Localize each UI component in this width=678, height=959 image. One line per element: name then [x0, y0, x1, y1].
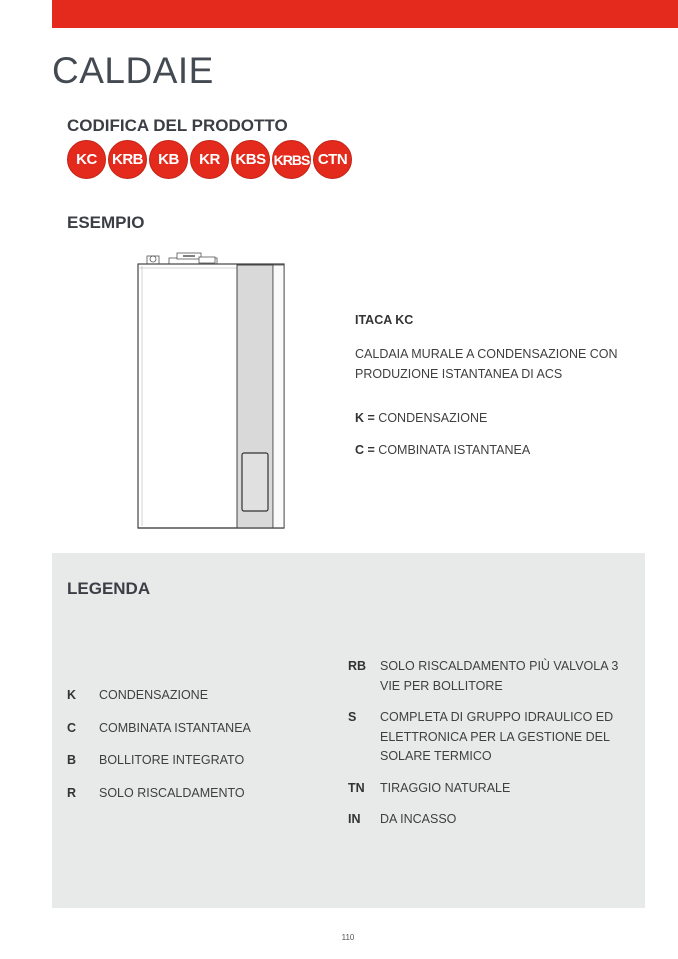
code-badge-kc: KC [67, 140, 106, 179]
legend-value: CONDENSAZIONE [99, 688, 209, 702]
code-badge-krbs: KRBS [272, 140, 311, 179]
example-code-line [355, 408, 645, 428]
product-code-list [67, 140, 352, 179]
legend-value: SOLO RISCALDAMENTO PIÙ VALVOLA 3 VIE PER BOLLITORE [380, 659, 619, 693]
legend-key: TN [348, 780, 365, 795]
legend-item [348, 810, 638, 830]
code-badge-ctn: CTN [313, 140, 352, 179]
legend-item [67, 686, 251, 706]
example-code-value: CONDENSAZIONE [378, 411, 488, 425]
example-heading: ESEMPIO [67, 213, 145, 232]
legend-key: R [67, 785, 77, 800]
legend-right-column [348, 657, 638, 842]
example-code-line [355, 440, 645, 460]
legend-title: LEGENDA [67, 579, 151, 598]
legend-key: RB [348, 659, 367, 673]
legend-item [67, 719, 251, 739]
page-number: 110 [341, 933, 355, 942]
code-badge-kb: KB [149, 140, 188, 179]
product-coding-heading: CODIFICA DEL PRODOTTO [67, 116, 288, 135]
code-badge-kbs: KBS [231, 140, 270, 179]
legend-value: COMPLETA DI GRUPPO IDRAULICO ED ELETTRONICA PER LA GESTIONE DEL SOLARE TERMICO [380, 710, 614, 763]
code-badge-kr: KR [190, 140, 229, 179]
legend-left-column [67, 686, 251, 816]
legend-key: S [348, 710, 357, 724]
legend-item [348, 657, 638, 696]
example-model-description: CALDAIA MURALE A CONDENSAZIONE CON PRODUZIONE ISTANTANEA DI ACS [355, 347, 618, 381]
legend-item [348, 708, 638, 767]
boiler-illustration [133, 252, 293, 534]
legend-item [67, 751, 251, 771]
legend-key: C [67, 720, 77, 735]
legend-value: TIRAGGIO NATURALE [380, 780, 511, 795]
legend-key: B [67, 753, 77, 767]
legend-value: SOLO RISCALDAMENTO [99, 785, 245, 800]
legend-key: IN [348, 812, 361, 826]
example-code-value: COMBINATA ISTANTANEA [378, 443, 531, 457]
top-accent-bar [52, 0, 678, 28]
legend-key: K [67, 688, 77, 702]
legend-value: COMBINATA ISTANTANEA [99, 720, 251, 735]
legend-value: DA INCASSO [380, 812, 457, 826]
example-code-key: K = [355, 411, 375, 425]
legend-value: BOLLITORE INTEGRATO [99, 753, 245, 767]
page-title: CALDAIE [52, 50, 214, 91]
example-code-key: C = [355, 443, 375, 457]
legend-item [348, 779, 638, 799]
legend-item [67, 784, 251, 804]
example-model: ITACA KC [355, 313, 414, 327]
code-badge-krb: KRB [108, 140, 147, 179]
example-description [355, 310, 645, 472]
legend-panel [52, 553, 645, 908]
